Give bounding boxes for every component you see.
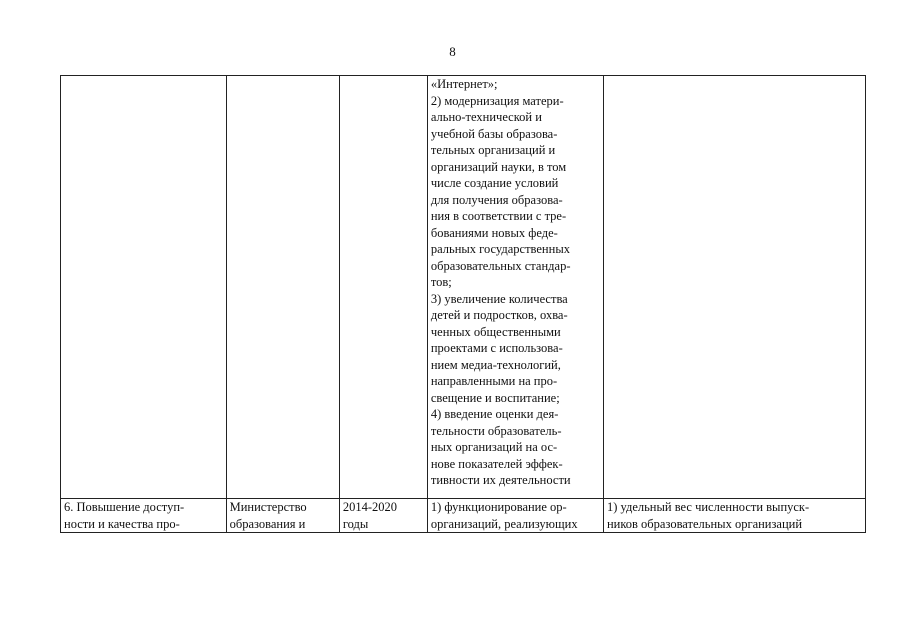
- results-line: детей и подростков, охва-: [430, 308, 568, 322]
- results-line: ченных общественными: [430, 324, 561, 339]
- results-line: числе создание условий: [430, 176, 559, 190]
- indicator-line: ников образовательных организаций: [606, 516, 803, 531]
- executor-line: образования и: [229, 516, 306, 531]
- cell-indicators: [603, 76, 865, 499]
- results-line: проектами с использова-: [430, 341, 563, 355]
- results-line: для получения образова-: [430, 192, 563, 207]
- results-line: ных организаций на ос-: [430, 440, 558, 454]
- cell-results: [427, 76, 603, 499]
- results-line: организаций, реализующих: [430, 516, 578, 531]
- cell-period: [339, 76, 427, 499]
- cell-indicators: [603, 499, 865, 533]
- page-number: 8: [449, 44, 456, 59]
- task-line: ности и качества про-: [64, 516, 180, 531]
- indicator-line: 1) удельный вес численности выпуск-: [606, 500, 810, 514]
- results-line: направленными на про-: [430, 374, 558, 388]
- results-line: ния в соответствии с тре-: [430, 209, 567, 223]
- cell-results: [427, 499, 603, 533]
- results-line: образовательных стандар-: [430, 258, 571, 273]
- results-line: ально-технической и: [430, 110, 542, 124]
- table-row-6: [61, 499, 866, 533]
- program-table: [60, 75, 866, 533]
- task-line: 6. Повышение доступ-: [64, 500, 185, 514]
- results-line: тов;: [430, 275, 452, 289]
- results-line: «Интернет»;: [430, 77, 498, 91]
- cell-executor: [226, 499, 339, 533]
- results-line: бованиями новых феде-: [430, 225, 558, 240]
- period-line: годы: [342, 516, 369, 531]
- results-line: учебной базы образова-: [430, 126, 558, 141]
- results-line: тельных организаций и: [430, 143, 556, 157]
- results-line: свещение и воспитание;: [430, 390, 560, 405]
- cell-task: [61, 499, 227, 533]
- results-line: тивности их деятельности: [430, 473, 571, 487]
- results-line: 2) модернизация матери-: [430, 93, 564, 108]
- results-line: организаций науки, в том: [430, 159, 567, 174]
- results-line: тельности образователь-: [430, 423, 562, 438]
- cell-task: [61, 76, 227, 499]
- cell-period: [339, 499, 427, 533]
- results-line: нием медиа-технологий,: [430, 357, 561, 372]
- period-line: 2014-2020: [342, 500, 397, 514]
- results-line: 1) функционирование ор-: [430, 500, 567, 514]
- table-row-continuation: [61, 76, 866, 499]
- executor-line: Министерство: [229, 500, 307, 514]
- results-line: нове показателей эффек-: [430, 456, 563, 471]
- cell-executor: [226, 76, 339, 499]
- results-line: ральных государственных: [430, 242, 570, 256]
- results-line: 3) увеличение количества: [430, 291, 568, 306]
- results-line: 4) введение оценки дея-: [430, 407, 559, 421]
